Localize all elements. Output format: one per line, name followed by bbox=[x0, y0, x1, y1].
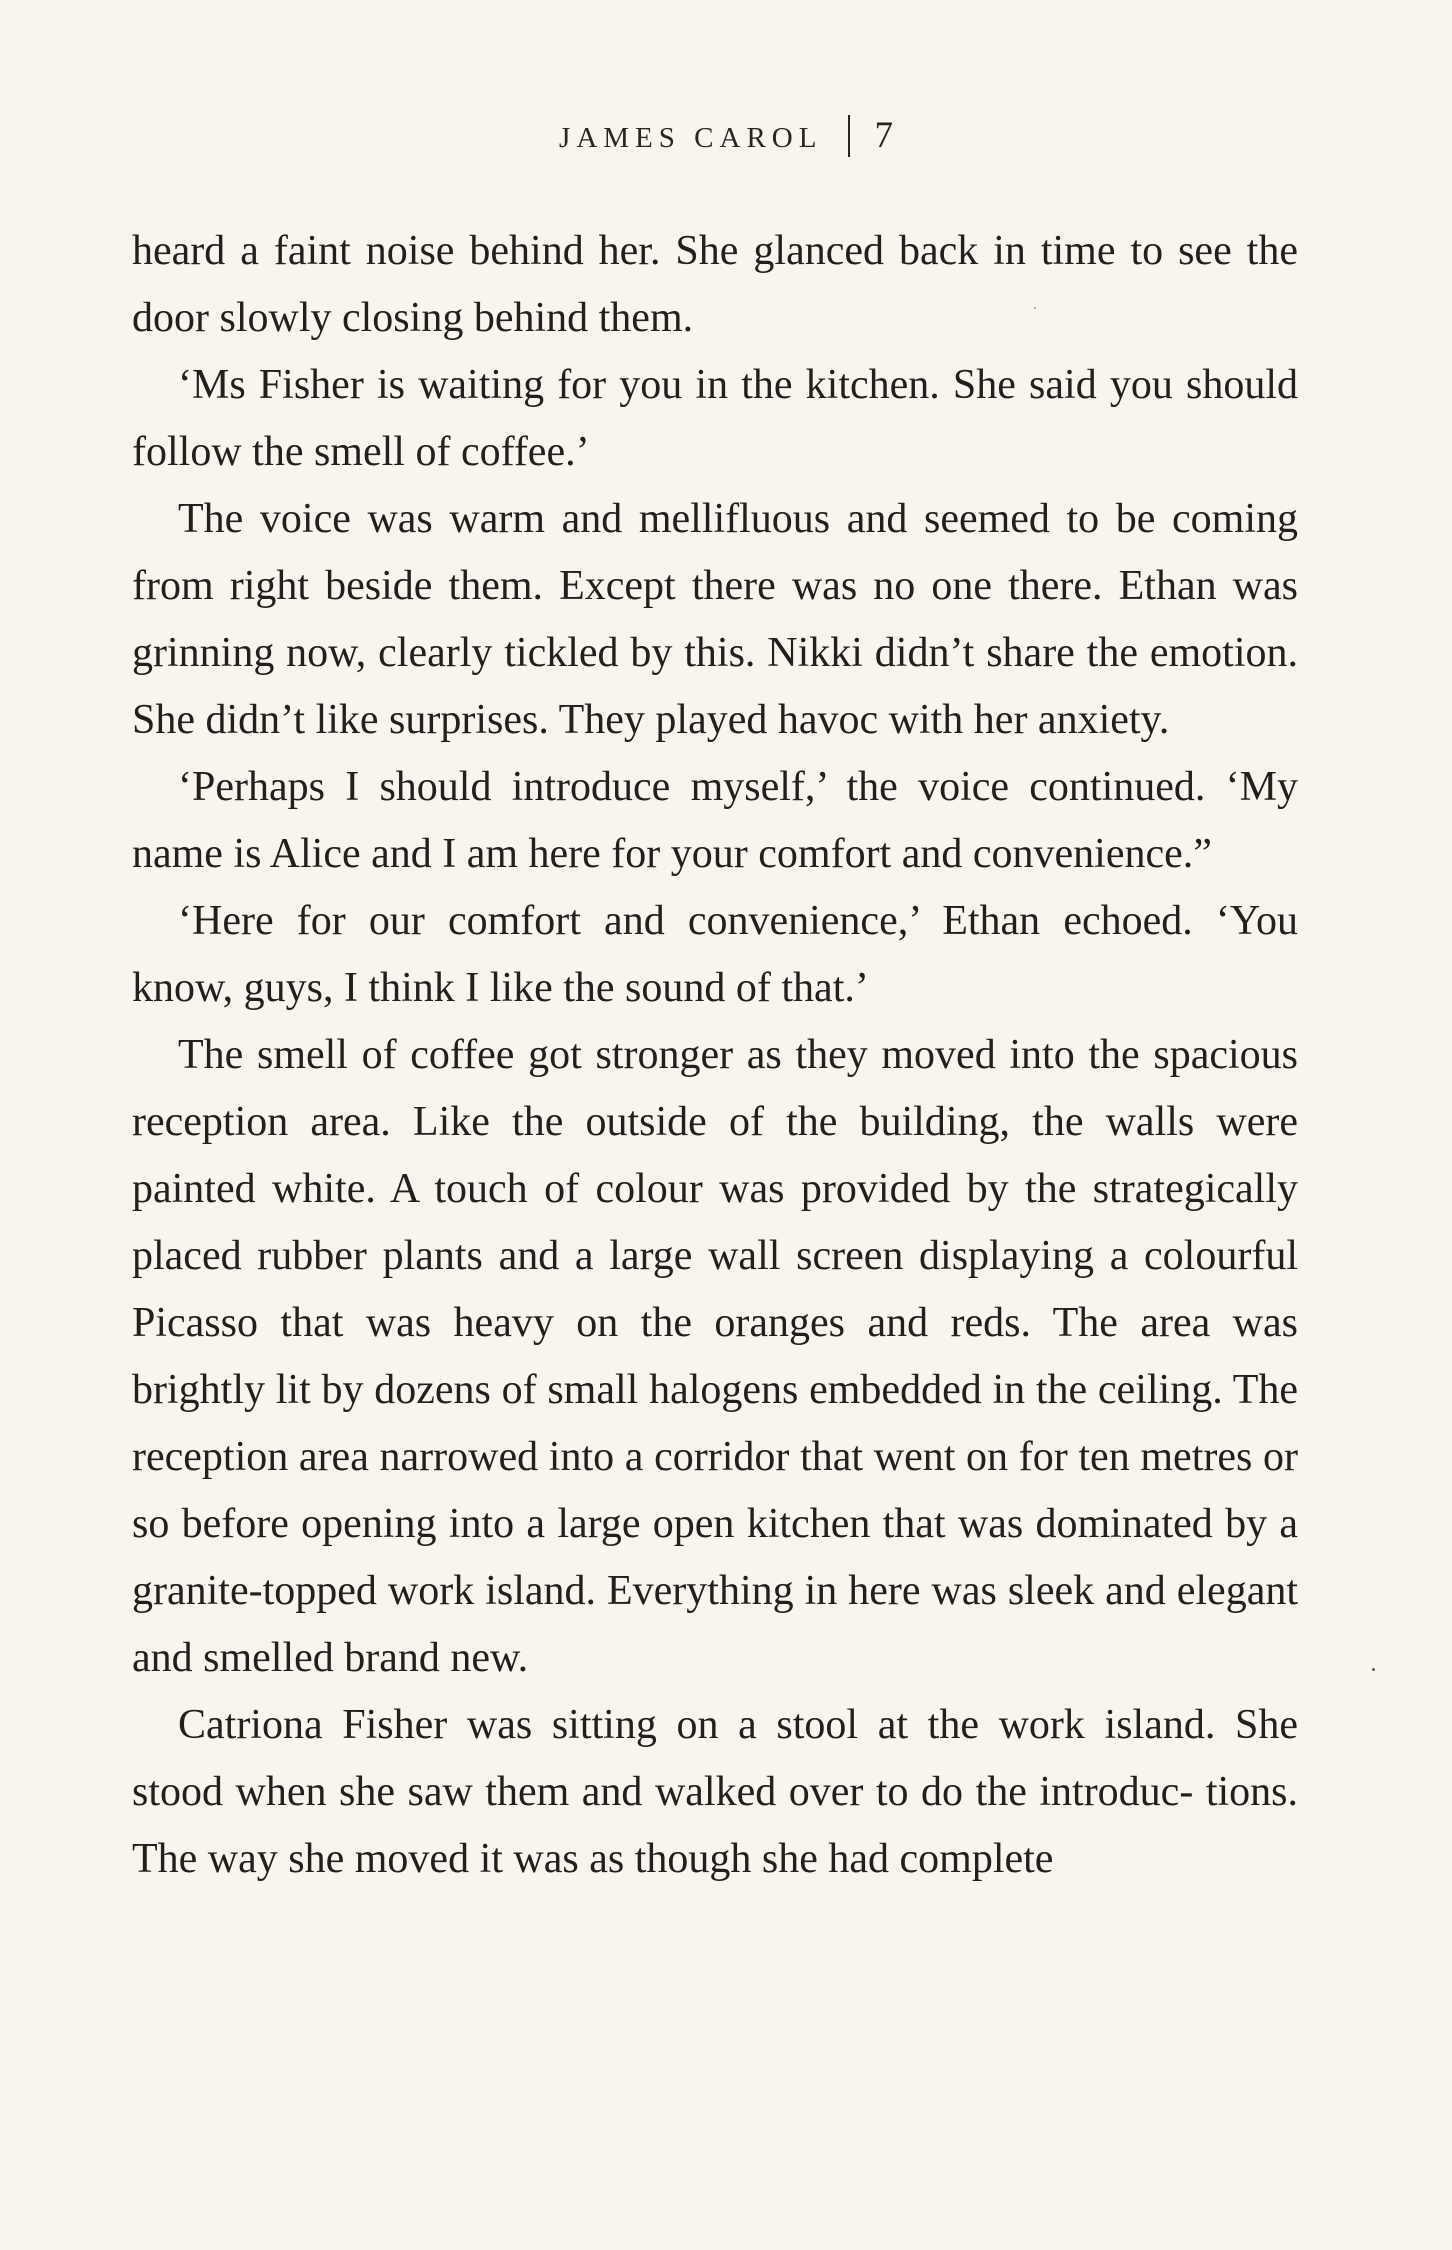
paragraph: The voice was warm and mellifluous and seemed to be coming from right beside them. Except there was no one there. Ethan was grinning now, clearly tickled by this. Nikki didn’t share the emotion. She didn’t like surprises. They played havoc with her anxiety. bbox=[132, 496, 1298, 743]
paragraph: ‘Here for our comfort and convenience,’ Ethan echoed. ‘You know, guys, I think I like the sound of that.’ bbox=[132, 898, 1298, 1011]
scan-speck bbox=[1372, 1668, 1375, 1671]
header-separator bbox=[848, 115, 850, 157]
paragraph: ‘Ms Fisher is waiting for you in the kitchen. She said you should follow the smell of coffee.’ bbox=[132, 362, 1298, 475]
running-header bbox=[0, 112, 1452, 162]
paragraph: heard a faint noise behind her. She glanced back in time to see the door slowly closing behind them. bbox=[132, 228, 1298, 341]
paragraph: Catriona Fisher was sitting on a stool at the work island. She stood when she saw them and walked over to do the introduc- tions. The way she moved it was as though she had complete bbox=[132, 1702, 1298, 1882]
author-name: JAMES CAROL bbox=[559, 122, 823, 154]
body-text bbox=[132, 218, 1298, 1893]
scan-speck bbox=[1034, 307, 1036, 309]
page-number: 7 bbox=[874, 115, 893, 156]
paragraph: The smell of coffee got stronger as they moved into the spacious reception area. Like the outside of the building, the walls were painted white. A touch of colour was provided by the strategically placed rubber plants and a large wall screen displaying a colourful Picasso that was heavy on the oranges and reds. The area was brightly lit by dozens of small halogens embedded in the ceiling. The reception area narrowed into a corridor that went on for ten metres or so before opening into a large open kitchen that was dominated by a granite-topped work island. Everything in here was sleek and elegant and smelled brand new. bbox=[132, 1032, 1298, 1681]
paragraph: ‘Perhaps I should introduce myself,’ the voice continued. ‘My name is Alice and I am here for your comfort and convenience.” bbox=[132, 764, 1298, 877]
